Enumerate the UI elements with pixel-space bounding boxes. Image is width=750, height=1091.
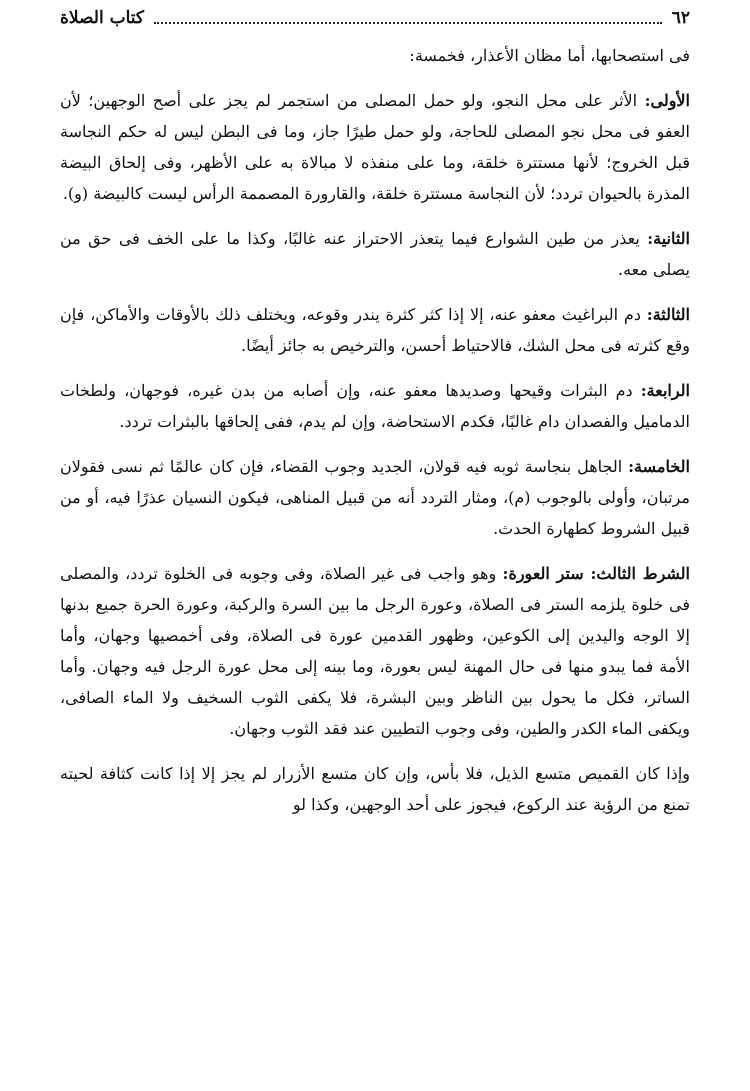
page-body	[60, 40, 690, 820]
paragraph-second	[60, 223, 690, 285]
paragraph-text: وهو واجب فى غير الصلاة، وفى وجوبه فى الخلوة تردد، والمصلى فى خلوة يلزمه الستر فى الصلاة، وعورة الرجل ما بين السرة والركبة، وعورة الحرة جميع بدنها إلا الوجه واليدين إلى الكوعين، وظهور القدمين عورة فى الصلاة، وفى أخمصيها وجهان، وأما الأمة فما يبدو منها فى حال المهنة ليس بعورة، وما بينه إلى محل عورة الرجل فيه وجهان. وأما الساتر، فكل ما يحول بين الناظر وبين البشرة، فلا يكفى الثوب السخيف ولا الماء الصافى، ويكفى الماء الكدر والطين، وفى وجوب التطيين عند فقد الثوب وجهان.	[60, 564, 691, 738]
paragraph-label: الرابعة:	[640, 381, 690, 400]
paragraph-label: الشرط الثالث: ستر العورة:	[502, 564, 691, 583]
book-title: كتاب الصلاة	[60, 8, 145, 28]
paragraph-text: دم البراغيث معفو عنه، إلا إذا كثر كثرة يندر وقوعه، ويختلف ذلك بالأوقات والأماكن، فإن وقع كثرته فى محل الشك، فالاحتياط أحسن، والترخيص به جائز أيضًا.	[60, 305, 690, 355]
paragraph-fifth	[60, 451, 690, 544]
paragraph-text: الجاهل بنجاسة ثوبه فيه قولان، الجديد وجوب القضاء، فإن كان عالمًا ثم نسى فقولان مرتبان، وأولى بالوجوب (م)، ومثار التردد أنه من قبيل المناهى، فيكون النسيان عذرًا فيه، أو من قبيل الشروط كطهارة الحدث.	[60, 457, 690, 538]
paragraph-text: الأثر على محل النجو، ولو حمل المصلى من استجمر لم يجز على أصح الوجهين؛ لأن العفو فى محل نجو المصلى للحاجة، ولو حمل طيرًا جاز، وما فى البطن ليس له حكم النجاسة قبل الخروج؛ لأنها مستترة خلقة، وما على منفذه لا مبالاة به على الأظهر، وفى إلحاق البيضة المذرة بالحيوان تردد؛ لأن النجاسة مستترة خلقة، والقارورة المصممة الرأس ليست كالبيضة (و).	[60, 91, 690, 203]
paragraph-text: فى استصحابها، أما مظان الأعذار، فخمسة:	[409, 46, 690, 65]
paragraph-label: الثانية:	[647, 229, 690, 248]
paragraph-third	[60, 299, 690, 361]
paragraph-text: دم البثرات وقيحها وصديدها معفو عنه، وإن أصابه من بدن غيره، فوجهان، ولطخات الدماميل والفصدان دام غالبًا، فكدم الاستحاضة، وإن لم يدم، ففى إلحاقها بالبثرات تردد.	[60, 381, 690, 431]
paragraph-first	[60, 85, 690, 209]
paragraph-intro	[60, 40, 690, 71]
paragraph-last	[60, 758, 690, 820]
paragraph-label: الأولى:	[644, 91, 690, 110]
paragraph-text: يعذر من طين الشوارع فيما يتعذر الاحتراز عنه غالبًا، وكذا ما على الخف فى حق من يصلى معه.	[60, 229, 690, 279]
running-header	[60, 4, 690, 32]
page-number: ٦٢	[671, 8, 690, 28]
header-dotted-leader	[154, 12, 662, 24]
paragraph-fourth	[60, 375, 690, 437]
paragraph-third-condition	[60, 558, 690, 744]
paragraph-label: الثالثة:	[646, 305, 690, 324]
paragraph-label: الخامسة:	[628, 457, 690, 476]
paragraph-text: وإذا كان القميص متسع الذيل، فلا بأس، وإن كان متسع الأزرار لم يجز إلا إذا كانت كثافة لحيته تمنع من الرؤية عند الركوع، فيجوز على أحد الوجهين، وكذا لو	[60, 764, 690, 814]
